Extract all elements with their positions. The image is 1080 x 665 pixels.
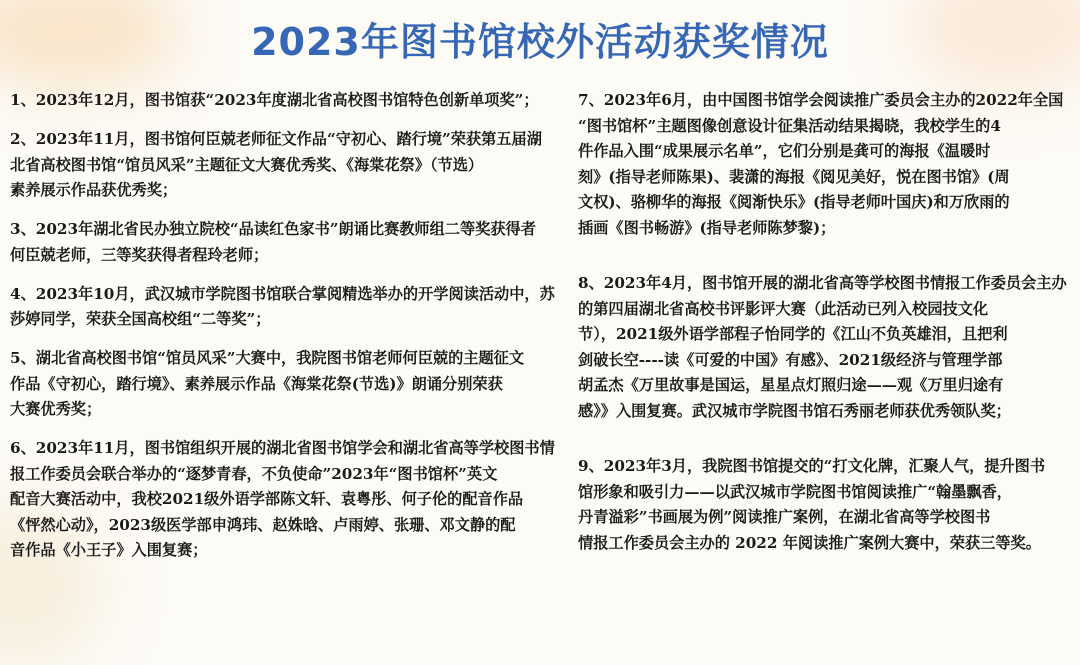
award-item-line: 6、2023年11月，图书馆组织开展的湖北省图书馆学会和湖北省高等学校图书情 xyxy=(10,439,555,457)
award-item-line: 莎婷同学，荣获全国高校组“二等奖”； xyxy=(10,310,271,328)
award-item-line: 件作品入围“成果展示名单”，它们分别是龚可的海报《温暖时 xyxy=(578,142,991,160)
award-item xyxy=(10,436,555,564)
award-item-line: 何臣兢老师，三等奖获得者程玲老师； xyxy=(10,245,269,264)
award-item xyxy=(10,217,555,268)
award-item-line: 音作品《小王子》入围复赛； xyxy=(10,541,208,559)
award-item-line: 5、湖北省高校图书馆“馆员风采”大赛中，我院图书馆老师何臣兢的主题征文 xyxy=(10,349,525,367)
award-item-line: 2、2023年11月，图书馆何臣兢老师征文作品“守初心、踏行境”荣获第五届湖 xyxy=(10,130,542,148)
award-item-line: 剑破长空----读《可爱的中国》有感》、2021级经济与管理学部 xyxy=(578,350,1003,369)
award-item-line: 的第四届湖北省高校书评影评大赛（此活动已列入校园技文化 xyxy=(578,299,989,318)
award-item xyxy=(578,88,1068,241)
award-item-line: 插画《图书畅游》(指导老师陈梦黎)； xyxy=(578,218,836,237)
award-item xyxy=(10,127,555,204)
award-item xyxy=(10,282,555,333)
award-item-line: 感》》入围复赛。武汉城市学院图书馆石秀丽老师获优秀领队奖； xyxy=(578,401,1011,420)
award-item-line: 节），2021级外语学部程子怡同学的《江山不负英雄泪，且把利 xyxy=(578,325,1008,343)
award-item-line: 作品《守初心，踏行境》、素养展示作品《海棠花祭(节选)》朗诵分别荣获 xyxy=(10,374,503,393)
award-item-line: 7、2023年6月，由中国图书馆学会阅读推广委员会主办的2022年全国 xyxy=(578,91,1064,109)
award-item-line: 素养展示作品获优秀奖； xyxy=(10,181,178,199)
award-item-line: 1、2023年12月，图书馆获“2023年度湖北省高校图书馆特色创新单项奖”； xyxy=(10,91,539,109)
award-item-line: 情报工作委员会主办的 2022 年阅读推广案例大赛中，荣获三等奖。 xyxy=(578,533,1041,552)
award-item-line: 8、2023年4月，图书馆开展的湖北省高等学校图书情报工作委员会主办 xyxy=(578,274,1067,292)
award-item-line: 9、2023年3月，我院图书馆提交的“打文化牌，汇聚人气，提升图书 xyxy=(578,457,1046,475)
award-item xyxy=(578,271,1068,424)
award-item-line: 配音大赛活动中，我校2021级外语学部陈文轩、袁粤彤、何子伦的配音作品 xyxy=(10,490,524,508)
award-item xyxy=(10,88,555,114)
award-item-line: “图书馆杯”主题图像创意设计征集活动结果揭晓，我校学生的4 xyxy=(578,116,1001,135)
award-item-line: 丹青溢彩”书画展为例”阅读推广案例，在湖北省高等学校图书 xyxy=(578,508,991,526)
award-item-line: 大赛优秀奖； xyxy=(10,400,102,418)
award-item xyxy=(578,454,1068,556)
award-item-line: 报工作委员会联合举办的“逐梦青春，不负使命”2023年“图书馆杯”英文 xyxy=(10,464,498,483)
award-item-line: 馆形象和吸引力——以武汉城市学院图书馆阅读推广“翰墨飘香， xyxy=(578,482,1012,501)
left-column xyxy=(10,88,555,577)
right-column xyxy=(578,88,1068,586)
award-item-line: 《怦然心动》，2023级医学部申鸿玮、赵姝晗、卢雨婷、张珊、邓文静的配 xyxy=(10,515,516,534)
award-item-line: 胡孟杰《万里故事是国运，星星点灯照归途——观《万里归途有 xyxy=(578,376,1004,394)
award-item-line: 3、2023年湖北省民办独立院校“品读红色家书”朗诵比赛教师组二等奖获得者 xyxy=(10,220,536,238)
award-item-line: 4、2023年10月，武汉城市学院图书馆联合掌阅精选举办的开学阅读活动中，苏 xyxy=(10,284,555,303)
award-item-line: 文权)、骆柳华的海报《阅渐快乐》(指导老师叶国庆)和万欣雨的 xyxy=(578,193,1010,211)
award-item xyxy=(10,346,555,423)
page-title: 2023年图书馆校外活动获奖情况 xyxy=(251,20,829,64)
award-item-line: 刻》(指导老师陈果)、裴潇的海报《阅见美好，悦在图书馆》(周 xyxy=(578,167,1010,186)
award-item-line: 北省高校图书馆“馆员风采”主题征文大赛优秀奖、《海棠花祭》（节选） xyxy=(10,155,484,174)
